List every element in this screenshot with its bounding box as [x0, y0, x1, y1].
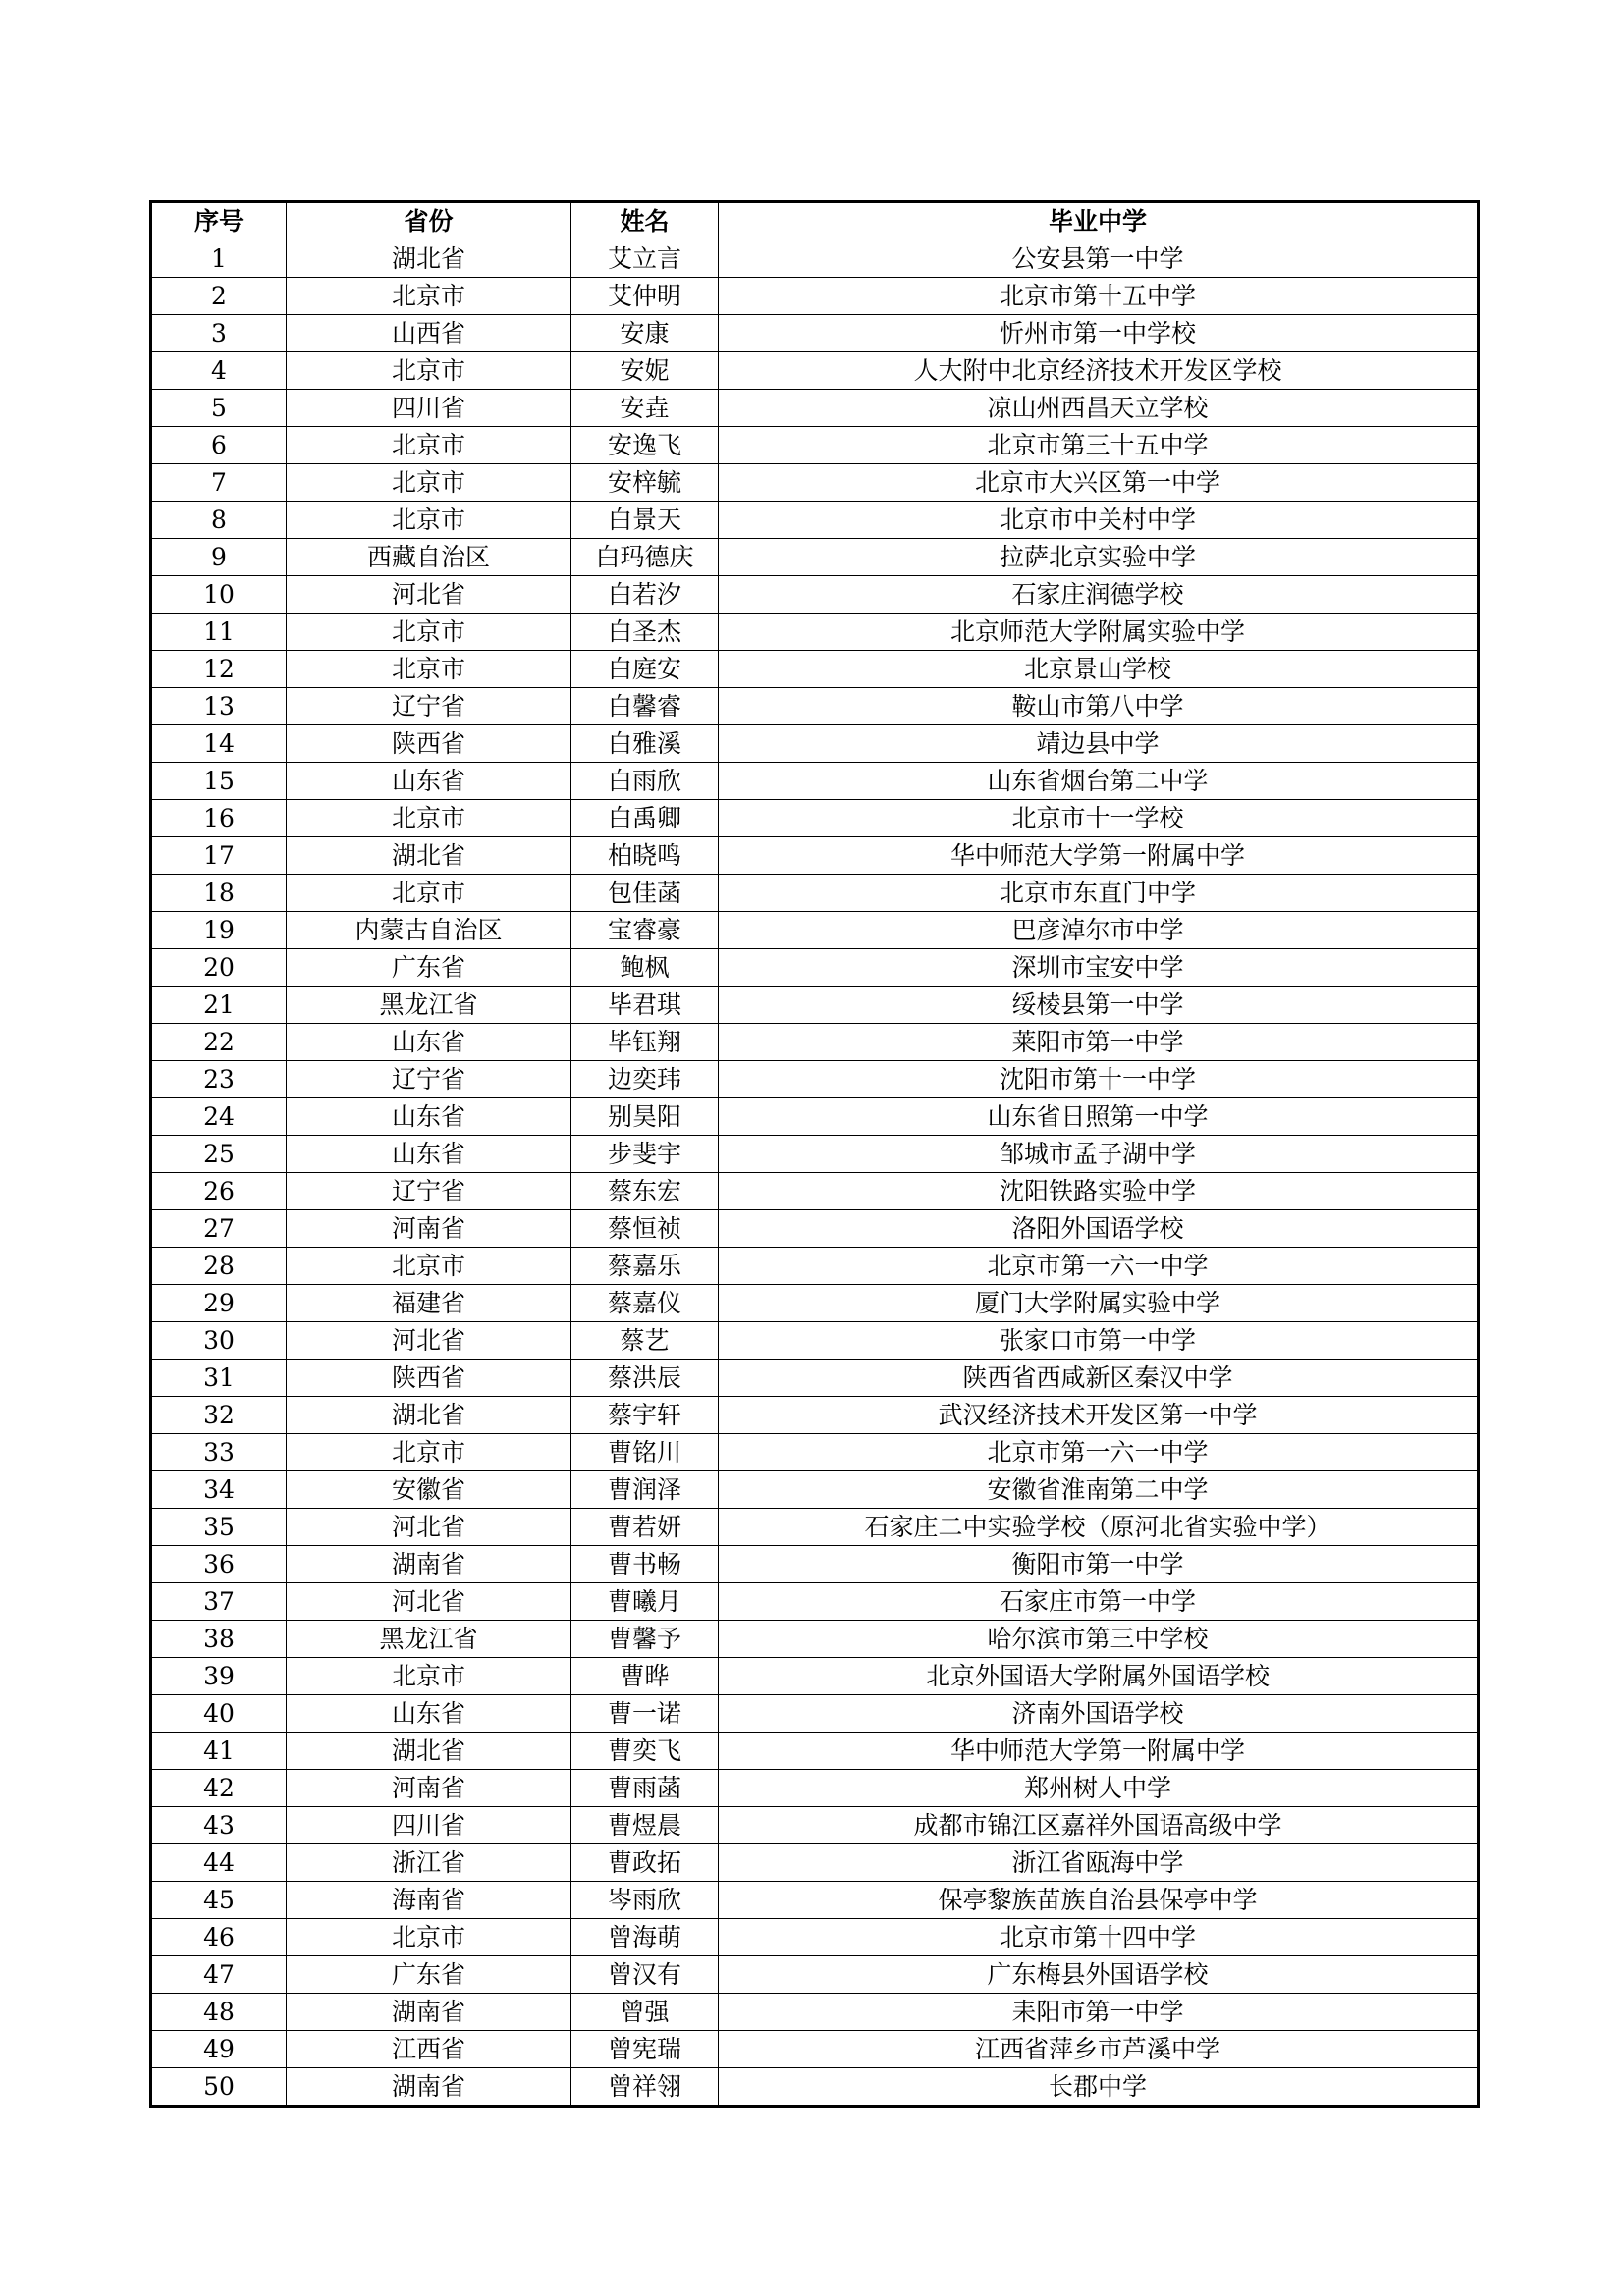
cell-seq: 3 [151, 315, 287, 352]
cell-province: 北京市 [287, 464, 571, 502]
cell-seq: 23 [151, 1061, 287, 1098]
cell-name: 曹政拓 [571, 1844, 719, 1882]
cell-name: 曹若妍 [571, 1509, 719, 1546]
table-row [151, 240, 1479, 278]
cell-school: 石家庄二中实验学校（原河北省实验中学） [719, 1509, 1479, 1546]
table-header [151, 202, 1479, 240]
cell-school: 北京市第一六一中学 [719, 1434, 1479, 1471]
cell-province: 辽宁省 [287, 688, 571, 725]
cell-seq: 48 [151, 1994, 287, 2031]
cell-province: 北京市 [287, 352, 571, 390]
cell-province: 辽宁省 [287, 1061, 571, 1098]
cell-school: 邹城市孟子湖中学 [719, 1136, 1479, 1173]
cell-school: 北京市第一六一中学 [719, 1248, 1479, 1285]
cell-province: 四川省 [287, 390, 571, 427]
cell-province: 北京市 [287, 502, 571, 539]
student-roster-table [149, 200, 1480, 2108]
table-row [151, 1770, 1479, 1807]
cell-province: 北京市 [287, 427, 571, 464]
cell-province: 江西省 [287, 2031, 571, 2068]
cell-seq: 47 [151, 1956, 287, 1994]
cell-province: 湖北省 [287, 240, 571, 278]
table-row [151, 837, 1479, 875]
cell-province: 湖南省 [287, 1546, 571, 1583]
cell-name: 别昊阳 [571, 1098, 719, 1136]
cell-seq: 4 [151, 352, 287, 390]
cell-province: 河南省 [287, 1770, 571, 1807]
table-row [151, 539, 1479, 576]
table-row [151, 390, 1479, 427]
cell-province: 浙江省 [287, 1844, 571, 1882]
cell-province: 西藏自治区 [287, 539, 571, 576]
cell-school: 长郡中学 [719, 2068, 1479, 2107]
cell-school: 沈阳铁路实验中学 [719, 1173, 1479, 1210]
cell-name: 毕君琪 [571, 987, 719, 1024]
cell-seq: 41 [151, 1733, 287, 1770]
cell-name: 艾立言 [571, 240, 719, 278]
table-row [151, 1583, 1479, 1621]
table-row [151, 1621, 1479, 1658]
cell-seq: 28 [151, 1248, 287, 1285]
cell-name: 曹晔 [571, 1658, 719, 1695]
cell-school: 北京师范大学附属实验中学 [719, 614, 1479, 651]
cell-school: 广东梅县外国语学校 [719, 1956, 1479, 1994]
cell-school: 鞍山市第八中学 [719, 688, 1479, 725]
table-row [151, 875, 1479, 912]
cell-seq: 1 [151, 240, 287, 278]
cell-seq: 18 [151, 875, 287, 912]
table-row [151, 1136, 1479, 1173]
cell-province: 海南省 [287, 1882, 571, 1919]
cell-province: 北京市 [287, 875, 571, 912]
cell-province: 山东省 [287, 1024, 571, 1061]
cell-school: 洛阳外国语学校 [719, 1210, 1479, 1248]
cell-seq: 37 [151, 1583, 287, 1621]
cell-province: 北京市 [287, 800, 571, 837]
cell-school: 保亭黎族苗族自治县保亭中学 [719, 1882, 1479, 1919]
cell-name: 曹雨菡 [571, 1770, 719, 1807]
cell-seq: 21 [151, 987, 287, 1024]
table-row [151, 1509, 1479, 1546]
cell-name: 白庭安 [571, 651, 719, 688]
cell-seq: 50 [151, 2068, 287, 2107]
cell-name: 曾汉有 [571, 1956, 719, 1994]
cell-school: 衡阳市第一中学 [719, 1546, 1479, 1583]
cell-school: 巴彦淖尔市中学 [719, 912, 1479, 949]
table-row [151, 1956, 1479, 1994]
cell-school: 江西省萍乡市芦溪中学 [719, 2031, 1479, 2068]
cell-seq: 39 [151, 1658, 287, 1695]
cell-province: 山东省 [287, 1098, 571, 1136]
table-row [151, 1471, 1479, 1509]
cell-province: 湖北省 [287, 837, 571, 875]
cell-name: 毕钰翔 [571, 1024, 719, 1061]
table-row [151, 1322, 1479, 1360]
cell-name: 曾强 [571, 1994, 719, 2031]
cell-seq: 24 [151, 1098, 287, 1136]
cell-seq: 2 [151, 278, 287, 315]
table-row [151, 987, 1479, 1024]
cell-school: 北京市十一学校 [719, 800, 1479, 837]
cell-name: 蔡洪辰 [571, 1360, 719, 1397]
cell-name: 边奕玮 [571, 1061, 719, 1098]
cell-school: 安徽省淮南第二中学 [719, 1471, 1479, 1509]
cell-seq: 38 [151, 1621, 287, 1658]
cell-name: 安妮 [571, 352, 719, 390]
table-row [151, 1397, 1479, 1434]
table-row [151, 614, 1479, 651]
cell-seq: 11 [151, 614, 287, 651]
cell-seq: 49 [151, 2031, 287, 2068]
cell-name: 步斐宇 [571, 1136, 719, 1173]
cell-school: 北京市第三十五中学 [719, 427, 1479, 464]
table-row [151, 278, 1479, 315]
cell-seq: 6 [151, 427, 287, 464]
cell-school: 华中师范大学第一附属中学 [719, 1733, 1479, 1770]
cell-school: 北京市东直门中学 [719, 875, 1479, 912]
cell-seq: 19 [151, 912, 287, 949]
cell-name: 白馨睿 [571, 688, 719, 725]
cell-seq: 16 [151, 800, 287, 837]
cell-province: 河北省 [287, 576, 571, 614]
cell-name: 曹煜晨 [571, 1807, 719, 1844]
header-name: 姓名 [571, 202, 719, 240]
cell-school: 石家庄市第一中学 [719, 1583, 1479, 1621]
table-row [151, 1360, 1479, 1397]
cell-school: 山东省日照第一中学 [719, 1098, 1479, 1136]
cell-seq: 30 [151, 1322, 287, 1360]
cell-name: 蔡嘉乐 [571, 1248, 719, 1285]
cell-province: 山东省 [287, 1695, 571, 1733]
table-row [151, 912, 1479, 949]
header-row [151, 202, 1479, 240]
cell-name: 曹润泽 [571, 1471, 719, 1509]
cell-seq: 35 [151, 1509, 287, 1546]
table-row [151, 427, 1479, 464]
cell-province: 北京市 [287, 278, 571, 315]
table-row [151, 949, 1479, 987]
cell-name: 曾海萌 [571, 1919, 719, 1956]
cell-seq: 17 [151, 837, 287, 875]
cell-province: 湖北省 [287, 1397, 571, 1434]
cell-province: 黑龙江省 [287, 987, 571, 1024]
table-row [151, 1173, 1479, 1210]
table-row [151, 1994, 1479, 2031]
table-row [151, 464, 1479, 502]
cell-province: 黑龙江省 [287, 1621, 571, 1658]
cell-province: 湖北省 [287, 1733, 571, 1770]
cell-school: 张家口市第一中学 [719, 1322, 1479, 1360]
cell-school: 北京外国语大学附属外国语学校 [719, 1658, 1479, 1695]
cell-province: 北京市 [287, 1919, 571, 1956]
table-row [151, 1546, 1479, 1583]
table-row [151, 725, 1479, 763]
cell-name: 曹一诺 [571, 1695, 719, 1733]
cell-seq: 46 [151, 1919, 287, 1956]
cell-seq: 25 [151, 1136, 287, 1173]
table-row [151, 1844, 1479, 1882]
table-row [151, 651, 1479, 688]
cell-seq: 10 [151, 576, 287, 614]
cell-seq: 36 [151, 1546, 287, 1583]
cell-school: 绥棱县第一中学 [719, 987, 1479, 1024]
cell-school: 北京市中关村中学 [719, 502, 1479, 539]
cell-name: 柏晓鸣 [571, 837, 719, 875]
cell-province: 四川省 [287, 1807, 571, 1844]
table-row [151, 1098, 1479, 1136]
cell-school: 沈阳市第十一中学 [719, 1061, 1479, 1098]
cell-seq: 7 [151, 464, 287, 502]
cell-school: 凉山州西昌天立学校 [719, 390, 1479, 427]
table-row [151, 1434, 1479, 1471]
table-row [151, 1658, 1479, 1695]
cell-name: 艾仲明 [571, 278, 719, 315]
cell-seq: 34 [151, 1471, 287, 1509]
table-row [151, 1919, 1479, 1956]
cell-school: 北京景山学校 [719, 651, 1479, 688]
cell-seq: 32 [151, 1397, 287, 1434]
cell-school: 山东省烟台第二中学 [719, 763, 1479, 800]
cell-school: 华中师范大学第一附属中学 [719, 837, 1479, 875]
cell-name: 曾祥翎 [571, 2068, 719, 2107]
cell-province: 北京市 [287, 1434, 571, 1471]
cell-name: 蔡东宏 [571, 1173, 719, 1210]
header-province: 省份 [287, 202, 571, 240]
cell-seq: 13 [151, 688, 287, 725]
cell-seq: 12 [151, 651, 287, 688]
cell-name: 曹书畅 [571, 1546, 719, 1583]
cell-province: 辽宁省 [287, 1173, 571, 1210]
cell-school: 浙江省瓯海中学 [719, 1844, 1479, 1882]
table-row [151, 1024, 1479, 1061]
cell-seq: 26 [151, 1173, 287, 1210]
cell-name: 安康 [571, 315, 719, 352]
cell-seq: 31 [151, 1360, 287, 1397]
cell-name: 白雅溪 [571, 725, 719, 763]
cell-seq: 33 [151, 1434, 287, 1471]
cell-name: 鲍枫 [571, 949, 719, 987]
cell-seq: 15 [151, 763, 287, 800]
table-row [151, 800, 1479, 837]
cell-name: 蔡恒祯 [571, 1210, 719, 1248]
cell-school: 济南外国语学校 [719, 1695, 1479, 1733]
cell-seq: 27 [151, 1210, 287, 1248]
cell-school: 北京市第十五中学 [719, 278, 1479, 315]
cell-school: 公安县第一中学 [719, 240, 1479, 278]
cell-province: 河北省 [287, 1509, 571, 1546]
cell-seq: 9 [151, 539, 287, 576]
cell-name: 蔡嘉仪 [571, 1285, 719, 1322]
cell-school: 郑州树人中学 [719, 1770, 1479, 1807]
table-row [151, 1210, 1479, 1248]
table-row [151, 1285, 1479, 1322]
cell-name: 蔡宇轩 [571, 1397, 719, 1434]
cell-name: 白景天 [571, 502, 719, 539]
cell-name: 白若汐 [571, 576, 719, 614]
cell-seq: 45 [151, 1882, 287, 1919]
table-row [151, 352, 1479, 390]
cell-province: 北京市 [287, 1248, 571, 1285]
table-row [151, 688, 1479, 725]
cell-province: 湖南省 [287, 1994, 571, 2031]
cell-province: 北京市 [287, 651, 571, 688]
cell-school: 北京市大兴区第一中学 [719, 464, 1479, 502]
cell-province: 陕西省 [287, 725, 571, 763]
table-row [151, 1882, 1479, 1919]
cell-name: 安逸飞 [571, 427, 719, 464]
cell-name: 岑雨欣 [571, 1882, 719, 1919]
table-row [151, 502, 1479, 539]
cell-province: 内蒙古自治区 [287, 912, 571, 949]
cell-seq: 44 [151, 1844, 287, 1882]
cell-seq: 22 [151, 1024, 287, 1061]
cell-name: 白玛德庆 [571, 539, 719, 576]
cell-school: 靖边县中学 [719, 725, 1479, 763]
cell-name: 白雨欣 [571, 763, 719, 800]
cell-name: 曹铭川 [571, 1434, 719, 1471]
cell-province: 北京市 [287, 1658, 571, 1695]
cell-school: 武汉经济技术开发区第一中学 [719, 1397, 1479, 1434]
cell-name: 白禹卿 [571, 800, 719, 837]
cell-school: 成都市锦江区嘉祥外国语高级中学 [719, 1807, 1479, 1844]
table-row [151, 1807, 1479, 1844]
table-row [151, 763, 1479, 800]
cell-name: 包佳菡 [571, 875, 719, 912]
table-row [151, 1733, 1479, 1770]
cell-province: 广东省 [287, 949, 571, 987]
cell-name: 安垚 [571, 390, 719, 427]
cell-seq: 5 [151, 390, 287, 427]
table-row [151, 2068, 1479, 2107]
cell-province: 山东省 [287, 1136, 571, 1173]
cell-province: 河北省 [287, 1322, 571, 1360]
cell-name: 宝睿豪 [571, 912, 719, 949]
cell-province: 福建省 [287, 1285, 571, 1322]
cell-seq: 42 [151, 1770, 287, 1807]
cell-province: 陕西省 [287, 1360, 571, 1397]
cell-seq: 29 [151, 1285, 287, 1322]
cell-school: 深圳市宝安中学 [719, 949, 1479, 987]
cell-name: 曹奕飞 [571, 1733, 719, 1770]
cell-province: 山东省 [287, 763, 571, 800]
table-body [151, 240, 1479, 2107]
cell-school: 北京市第十四中学 [719, 1919, 1479, 1956]
cell-school: 哈尔滨市第三中学校 [719, 1621, 1479, 1658]
cell-seq: 40 [151, 1695, 287, 1733]
cell-province: 湖南省 [287, 2068, 571, 2107]
cell-province: 安徽省 [287, 1471, 571, 1509]
header-seq: 序号 [151, 202, 287, 240]
cell-province: 河南省 [287, 1210, 571, 1248]
cell-school: 石家庄润德学校 [719, 576, 1479, 614]
cell-school: 厦门大学附属实验中学 [719, 1285, 1479, 1322]
cell-school: 人大附中北京经济技术开发区学校 [719, 352, 1479, 390]
cell-school: 莱阳市第一中学 [719, 1024, 1479, 1061]
table-row [151, 1061, 1479, 1098]
header-school: 毕业中学 [719, 202, 1479, 240]
cell-school: 耒阳市第一中学 [719, 1994, 1479, 2031]
cell-seq: 14 [151, 725, 287, 763]
table-row [151, 1248, 1479, 1285]
cell-province: 山西省 [287, 315, 571, 352]
cell-name: 曾宪瑞 [571, 2031, 719, 2068]
cell-name: 曹馨予 [571, 1621, 719, 1658]
cell-province: 河北省 [287, 1583, 571, 1621]
cell-school: 忻州市第一中学校 [719, 315, 1479, 352]
cell-name: 曹曦月 [571, 1583, 719, 1621]
cell-name: 安梓毓 [571, 464, 719, 502]
cell-province: 北京市 [287, 614, 571, 651]
table-row [151, 576, 1479, 614]
cell-school: 陕西省西咸新区秦汉中学 [719, 1360, 1479, 1397]
cell-name: 蔡艺 [571, 1322, 719, 1360]
cell-province: 广东省 [287, 1956, 571, 1994]
table-row [151, 1695, 1479, 1733]
cell-seq: 8 [151, 502, 287, 539]
table-row [151, 315, 1479, 352]
cell-name: 白圣杰 [571, 614, 719, 651]
cell-school: 拉萨北京实验中学 [719, 539, 1479, 576]
table-row [151, 2031, 1479, 2068]
cell-seq: 43 [151, 1807, 287, 1844]
cell-seq: 20 [151, 949, 287, 987]
